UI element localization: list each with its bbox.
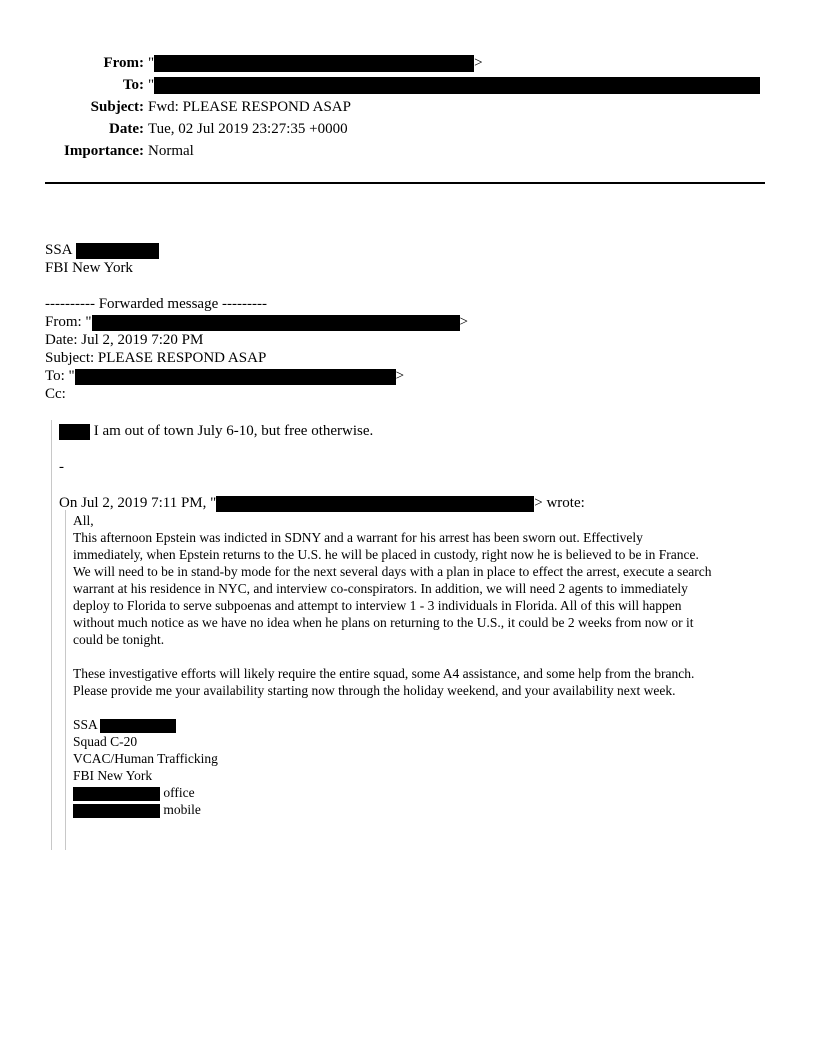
attribution-prefix: On Jul 2, 2019 7:11 PM, " xyxy=(59,495,217,511)
from-label: From: xyxy=(103,55,144,71)
paragraph-line: without much notice as we have no idea when he plans on returning to the U.S., it could be 2 weeks from now or it xyxy=(73,615,694,630)
attribution-suffix: > wrote: xyxy=(534,495,585,511)
paragraph-gap xyxy=(73,648,712,665)
sig-mobile-phone xyxy=(73,801,712,818)
paragraph-line: could be tonight. xyxy=(73,632,165,647)
redaction-box xyxy=(216,496,534,512)
from-quote: " xyxy=(148,55,155,71)
quote-bar-inner xyxy=(65,510,66,850)
importance-value: Normal xyxy=(148,143,194,159)
signature-office: FBI New York xyxy=(45,260,133,276)
paragraph-line: deploy to Florida to serve subpoenas and attempt to interview 1 - 3 individuals in Florida. All of this will happen xyxy=(73,598,682,613)
header-divider xyxy=(45,182,765,184)
subject-label: Subject: xyxy=(90,99,144,115)
paragraph-1 xyxy=(73,529,712,648)
paragraph-line: immediately, when Epstein returns to the U.S. he will be placed in custody, right now he is believed to be in France. xyxy=(73,547,699,562)
mobile-phone-label: mobile xyxy=(163,802,201,817)
quoted-signature xyxy=(73,716,712,818)
quoted-message-body xyxy=(73,512,712,818)
redaction-box xyxy=(154,55,474,72)
from-suffix: > xyxy=(474,55,483,71)
paragraph-line: Please provide me your availability starting now through the holiday weekend, and your availability next week. xyxy=(73,683,676,698)
paragraph-2 xyxy=(73,665,712,699)
reply-text: I am out of town July 6-10, but free otherwise. xyxy=(93,423,374,439)
forwarded-cc-line: Cc: xyxy=(45,386,66,402)
header-date-row xyxy=(0,118,816,140)
redaction-box xyxy=(73,804,160,818)
forwarded-from-suffix: > xyxy=(459,314,469,330)
redaction-box xyxy=(75,369,396,385)
sig-unit: VCAC/Human Trafficking xyxy=(73,751,218,766)
header-subject-row xyxy=(0,96,816,118)
forwarded-date-line: Date: Jul 2, 2019 7:20 PM xyxy=(45,332,204,348)
forwarded-to-suffix: > xyxy=(395,368,405,384)
redaction-box xyxy=(76,243,159,259)
sig-office-phone xyxy=(73,784,712,801)
sig-office: FBI New York xyxy=(73,768,153,783)
office-phone-label: office xyxy=(163,785,195,800)
forwarded-banner: ---------- Forwarded message --------- xyxy=(45,296,267,312)
paragraph-line: warrant at his residence in NYC, and interview co-conspirators. In addition, we will need 2 agents to immediately xyxy=(73,581,688,596)
reply-dash: - xyxy=(59,459,64,475)
redaction-box xyxy=(154,77,760,94)
forwarded-from-line xyxy=(45,313,468,331)
to-label: To: xyxy=(122,77,144,93)
reply-line xyxy=(59,422,373,440)
paragraph-line: We will need to be in stand-by mode for the next several days with a plan in place to effect the arrest, execute a search xyxy=(73,564,712,579)
importance-label: Importance: xyxy=(64,143,144,159)
redaction-box xyxy=(100,719,176,733)
forwarded-from-prefix: From: " xyxy=(45,314,92,330)
header-from-row xyxy=(0,52,816,74)
redaction-box xyxy=(59,424,90,440)
redaction-box xyxy=(92,315,460,331)
sig-squad: Squad C-20 xyxy=(73,734,138,749)
header-to-row xyxy=(0,74,816,96)
signature-title-line xyxy=(45,241,159,259)
paragraph-line: This afternoon Epstein was indicted in SDNY and a warrant for his arrest has been sworn out. Effectively xyxy=(73,530,643,545)
paragraph-line: These investigative efforts will likely require the entire squad, some A4 assistance, and some help from the branch. xyxy=(73,666,695,681)
greeting: All, xyxy=(73,513,94,528)
forwarded-to-prefix: To: " xyxy=(45,368,75,384)
forwarded-to-line xyxy=(45,367,404,385)
date-value: Tue, 02 Jul 2019 23:27:35 +0000 xyxy=(148,121,348,137)
date-label: Date: xyxy=(109,121,144,137)
header-importance-row xyxy=(0,140,816,162)
forwarded-subject-line: Subject: PLEASE RESPOND ASAP xyxy=(45,350,267,366)
signature-title: SSA xyxy=(45,242,72,258)
sig-title: SSA xyxy=(73,717,98,732)
redaction-box xyxy=(73,787,160,801)
from-value xyxy=(148,52,483,74)
to-value xyxy=(148,74,760,96)
paragraph-gap xyxy=(73,699,712,716)
subject-value: Fwd: PLEASE RESPOND ASAP xyxy=(148,99,351,115)
quote-bar-outer xyxy=(51,420,52,850)
sig-title-line xyxy=(73,716,712,733)
quote-attribution xyxy=(59,494,585,512)
to-quote: " xyxy=(148,77,155,93)
